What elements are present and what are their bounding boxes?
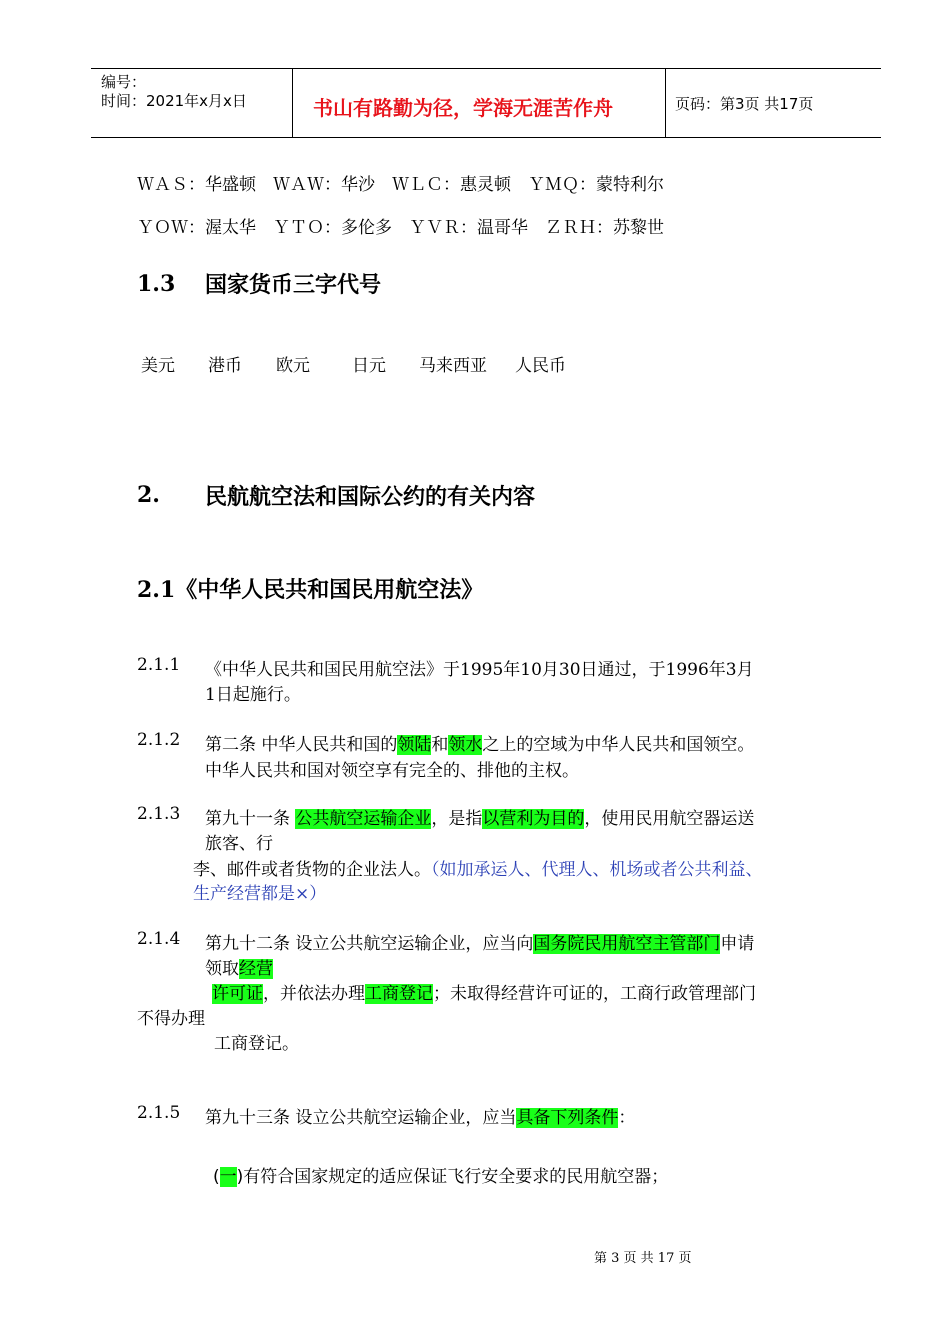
item-2-1-1-line-2: 1日起施行。 xyxy=(205,685,301,705)
header-page-label: 页码：第3页 共17页 xyxy=(675,95,814,113)
item-2-1-3-line-2: 旅客、行 xyxy=(205,834,273,854)
item-2-1-2-line-2: 中华人民共和国对领空享有完全的、排他的主权。 xyxy=(205,761,579,781)
item-2-1-2-line-1: 第二条 中华人民共和国的领陆和领水之上的空域为中华人民共和国领空。 xyxy=(205,735,755,755)
highlight: 以营利为目的 xyxy=(482,809,585,829)
item-2-1-5-line-1: 第九十三条 设立公共航空运输企业，应当具备下列条件： xyxy=(205,1108,636,1128)
currency-item: 美元 xyxy=(141,356,175,376)
section-2-number: 2. xyxy=(137,482,160,508)
highlight: 工商登记 xyxy=(365,984,433,1004)
highlight: 经营 xyxy=(239,959,273,979)
highlight: 领水 xyxy=(448,735,483,755)
item-2-1-4-line-3: 许可证，并依法办理工商登记；未取得经营许可证的，工商行政管理部门 xyxy=(212,984,756,1004)
header-divider xyxy=(665,69,666,137)
item-2-1-4-line-2: 领取经营 xyxy=(205,959,273,979)
currency-item: 日元 xyxy=(352,356,386,376)
currency-item: 欧元 xyxy=(276,356,310,376)
item-number: 2.1.3 xyxy=(137,804,181,824)
currency-item: 人民币 xyxy=(515,356,566,376)
item-number: 2.1.1 xyxy=(137,655,181,675)
item-2-1-1-line-1: 《中华人民共和国民用航空法》于1995年10月30日通过，于1996年3月 xyxy=(205,660,754,680)
item-number: 2.1.5 xyxy=(137,1103,181,1123)
highlight: 公共航空运输企业 xyxy=(295,809,432,829)
header-motto: 书山有路勤为径，学海无涯苦作舟 xyxy=(313,96,613,120)
item-2-1-4-line-5: 工商登记。 xyxy=(214,1034,299,1054)
item-2-1-3-line-4: 生产经营都是×） xyxy=(193,884,327,904)
city-codes-line-1: ＷＡＳ：华盛顿 ＷＡＷ：华沙 ＷＬＣ：惠灵顿 ＹＭＱ：蒙特利尔 xyxy=(137,175,664,195)
section-2-title: 民航航空法和国际公约的有关内容 xyxy=(205,484,536,510)
section-2-1-title: 2.1《中华人民共和国民用航空法》 xyxy=(137,577,484,603)
item-number: 2.1.2 xyxy=(137,730,181,750)
highlight: 领陆 xyxy=(397,735,432,755)
item-number: 2.1.4 xyxy=(137,929,181,949)
section-1-3-title: 国家货币三字代号 xyxy=(205,272,382,298)
highlight: 许可证 xyxy=(212,984,263,1004)
highlight: 国务院民用航空主管部门 xyxy=(533,934,721,954)
condition-1: (一)有符合国家规定的适应保证飞行安全要求的民用航空器； xyxy=(213,1167,669,1187)
highlight: 具备下列条件 xyxy=(516,1108,619,1128)
header-divider xyxy=(292,69,293,137)
item-2-1-4-line-1: 第九十二条 设立公共航空运输企业，应当向国务院民用航空主管部门申请 xyxy=(205,934,755,954)
highlight: 一 xyxy=(219,1167,237,1187)
item-2-1-4-line-4: 不得办理 xyxy=(137,1009,205,1029)
section-1-3-number: 1.3 xyxy=(137,271,176,297)
item-2-1-3-line-1: 第九十一条 公共航空运输企业，是指以营利为目的，使用民用航空器运送 xyxy=(205,809,755,829)
currency-item: 港币 xyxy=(208,356,242,376)
footer-page-label: 第 3 页 共 17 页 xyxy=(594,1251,692,1266)
annotation-note: （如加承运人、代理人、机场或者公共利益、 xyxy=(431,860,763,880)
header-time-label: 时间：2021年x月x日 xyxy=(101,92,247,110)
header-number-label: 编号： xyxy=(101,73,147,91)
item-2-1-3-line-3: 李、邮件或者货物的企业法人。（如加承运人、代理人、机场或者公共利益、 xyxy=(193,860,763,880)
currency-item: 马来西亚 xyxy=(419,356,487,376)
city-codes-line-2: ＹＯＷ：渥太华 ＹＴＯ：多伦多 ＹＶＲ：温哥华 ＺＲＨ：苏黎世 xyxy=(137,218,664,238)
